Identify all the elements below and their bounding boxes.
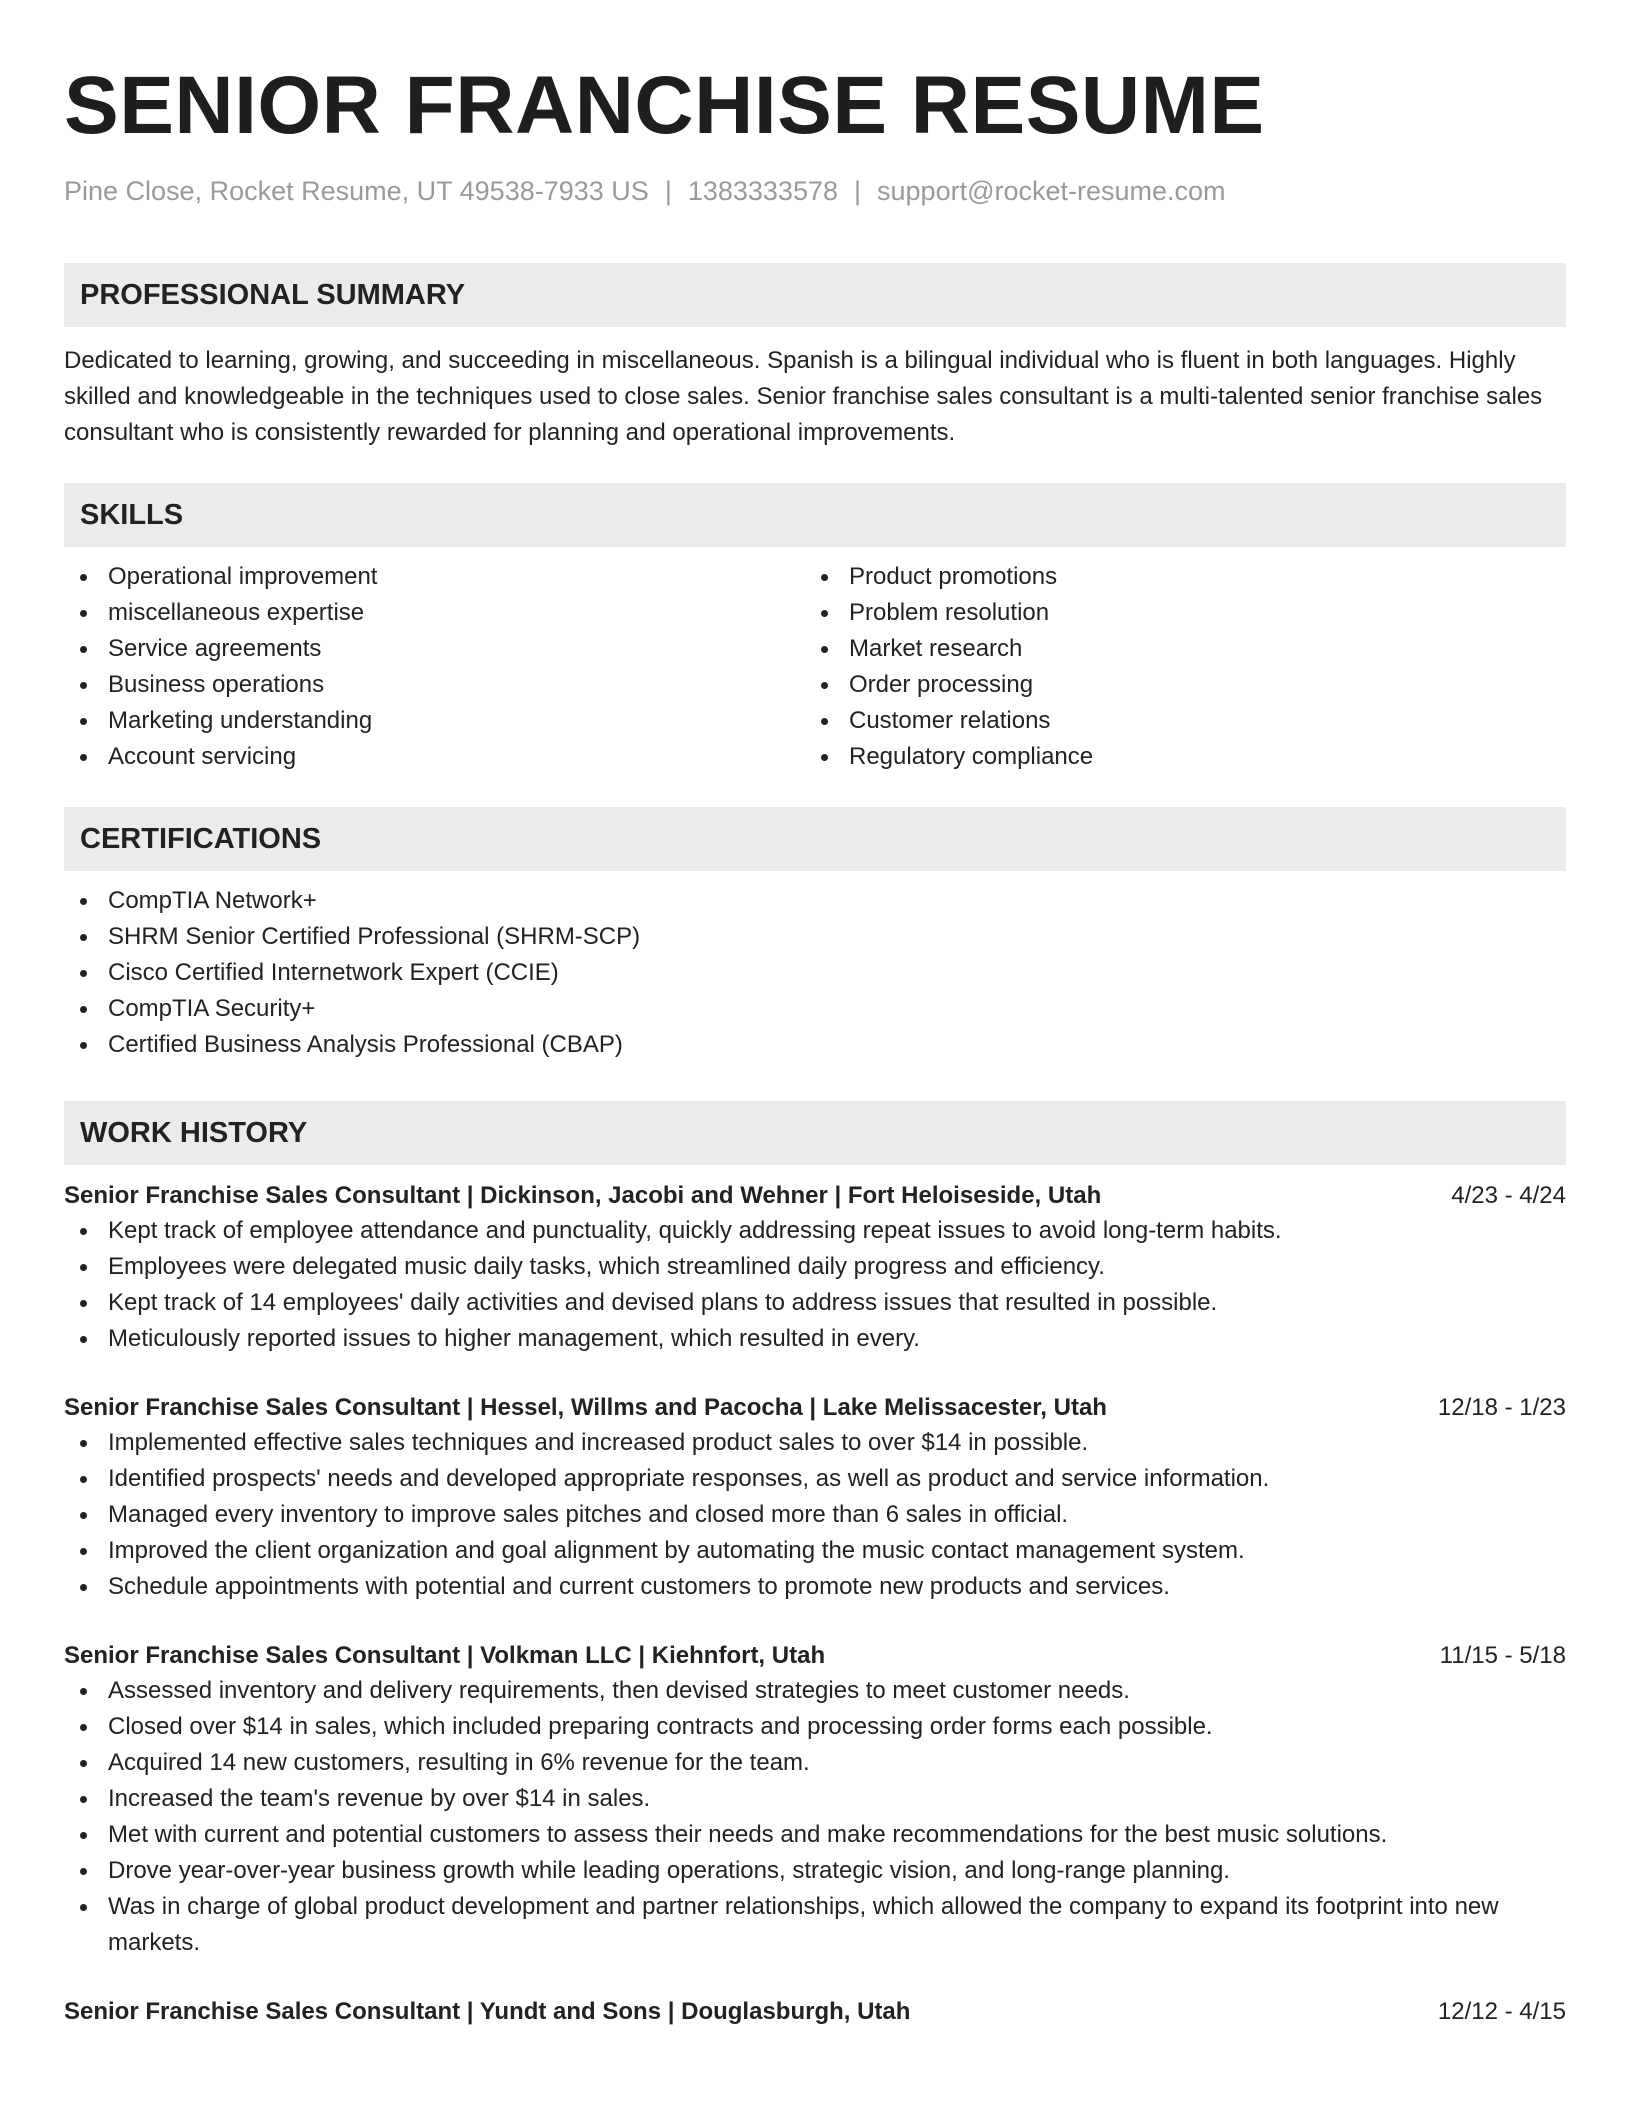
job-bullet: Employees were delegated music daily tasks, which streamlined daily progress and efficiency. xyxy=(64,1249,1566,1285)
skill-item: Problem resolution xyxy=(805,595,1546,631)
certification-item: CompTIA Network+ xyxy=(64,883,1566,919)
certification-item: SHRM Senior Certified Professional (SHRM-SCP) xyxy=(64,919,1566,955)
job-entry xyxy=(64,1391,1566,1605)
job-header xyxy=(64,1391,1566,1425)
job-entry xyxy=(64,1995,1566,2029)
contact-email[interactable]: support@rocket-resume.com xyxy=(877,176,1226,206)
section-header-work-history: WORK HISTORY xyxy=(64,1101,1566,1165)
job-dates: 11/15 - 5/18 xyxy=(1439,1642,1566,1669)
job-title: Senior Franchise Sales Consultant | Dickinson, Jacobi and Wehner | Fort Heloiseside, Utah xyxy=(64,1182,1102,1209)
job-header xyxy=(64,1179,1566,1213)
job-dates: 12/18 - 1/23 xyxy=(1437,1394,1566,1421)
resume-title: SENIOR FRANCHISE RESUME xyxy=(64,60,1265,151)
job-bullet: Closed over $14 in sales, which included preparing contracts and processing order forms each possible. xyxy=(64,1709,1566,1745)
job-dates: 12/12 - 4/15 xyxy=(1437,1998,1566,2025)
skills-grid xyxy=(64,559,1566,775)
certification-item: Certified Business Analysis Professional (CBAP) xyxy=(64,1027,1566,1063)
job-bullet: Met with current and potential customers to assess their needs and make recommendations for the best music solutions. xyxy=(64,1817,1566,1853)
skill-item: Operational improvement xyxy=(64,559,805,595)
skill-item: Product promotions xyxy=(805,559,1546,595)
job-entry xyxy=(64,1639,1566,1961)
contact-separator: | xyxy=(664,176,672,206)
skill-item: Regulatory compliance xyxy=(805,739,1546,775)
section-header-summary: PROFESSIONAL SUMMARY xyxy=(64,263,1566,327)
job-entry xyxy=(64,1179,1566,1357)
job-title: Senior Franchise Sales Consultant | Hessel, Willms and Pacocha | Lake Melissacester, Utah xyxy=(64,1394,1107,1421)
job-bullet: Identified prospects' needs and developed appropriate responses, as well as product and service information. xyxy=(64,1461,1566,1497)
contact-phone: 1383333578 xyxy=(687,176,838,206)
contact-address: Pine Close, Rocket Resume, UT 49538-7933 US xyxy=(64,176,649,206)
job-bullets xyxy=(64,1425,1566,1605)
skills-column-right xyxy=(805,559,1546,775)
job-title: Senior Franchise Sales Consultant | Yundt and Sons | Douglasburgh, Utah xyxy=(64,1998,911,2025)
certifications-list xyxy=(64,883,1566,1063)
skill-item: Market research xyxy=(805,631,1546,667)
contact-line xyxy=(64,174,1566,208)
job-bullets xyxy=(64,1673,1566,1961)
certification-item: Cisco Certified Internetwork Expert (CCIE) xyxy=(64,955,1566,991)
job-bullet: Acquired 14 new customers, resulting in 6% revenue for the team. xyxy=(64,1745,1566,1781)
job-header xyxy=(64,1995,1566,2029)
job-bullet: Kept track of 14 employees' daily activities and devised plans to address issues that resulted in possible. xyxy=(64,1285,1566,1321)
section-header-skills: SKILLS xyxy=(64,483,1566,547)
summary-text: Dedicated to learning, growing, and succeeding in miscellaneous. Spanish is a bilingual individual who is fluent in both languages. Highly skilled and knowledgeable in the techniques used to close sales. Senior franchise sales consultant is a multi-talented senior franchise sales consultant who is consistently rewarded for planning and operational improvements. xyxy=(64,347,1543,446)
job-bullet: Managed every inventory to improve sales pitches and closed more than 6 sales in official. xyxy=(64,1497,1566,1533)
job-bullet: Meticulously reported issues to higher management, which resulted in every. xyxy=(64,1321,1566,1357)
skill-item: miscellaneous expertise xyxy=(64,595,805,631)
skill-item: Account servicing xyxy=(64,739,805,775)
job-bullet: Increased the team's revenue by over $14 in sales. xyxy=(64,1781,1566,1817)
skill-item: Service agreements xyxy=(64,631,805,667)
certification-item: CompTIA Security+ xyxy=(64,991,1566,1027)
job-bullet: Drove year-over-year business growth while leading operations, strategic vision, and long-range planning. xyxy=(64,1853,1566,1889)
section-header-certifications: CERTIFICATIONS xyxy=(64,807,1566,871)
job-bullet: Improved the client organization and goal alignment by automating the music contact management system. xyxy=(64,1533,1566,1569)
skills-column-left xyxy=(64,559,805,775)
skills-list-right xyxy=(805,559,1546,775)
skill-item: Customer relations xyxy=(805,703,1546,739)
skill-item: Marketing understanding xyxy=(64,703,805,739)
resume-content xyxy=(64,58,1566,2029)
job-bullet: Schedule appointments with potential and current customers to promote new products and services. xyxy=(64,1569,1566,1605)
job-bullet: Was in charge of global product development and partner relationships, which allowed the company to expand its footprint into new markets. xyxy=(64,1889,1566,1961)
job-bullet: Implemented effective sales techniques and increased product sales to over $14 in possible. xyxy=(64,1425,1566,1461)
skill-item: Business operations xyxy=(64,667,805,703)
skill-item: Order processing xyxy=(805,667,1546,703)
job-bullets xyxy=(64,1213,1566,1357)
job-header xyxy=(64,1639,1566,1673)
job-title: Senior Franchise Sales Consultant | Volkman LLC | Kiehnfort, Utah xyxy=(64,1642,826,1669)
job-bullet: Assessed inventory and delivery requirements, then devised strategies to meet customer needs. xyxy=(64,1673,1566,1709)
skills-list-left xyxy=(64,559,805,775)
contact-separator: | xyxy=(854,176,862,206)
job-dates: 4/23 - 4/24 xyxy=(1451,1182,1566,1209)
job-bullet: Kept track of employee attendance and punctuality, quickly addressing repeat issues to avoid long-term habits. xyxy=(64,1213,1566,1249)
